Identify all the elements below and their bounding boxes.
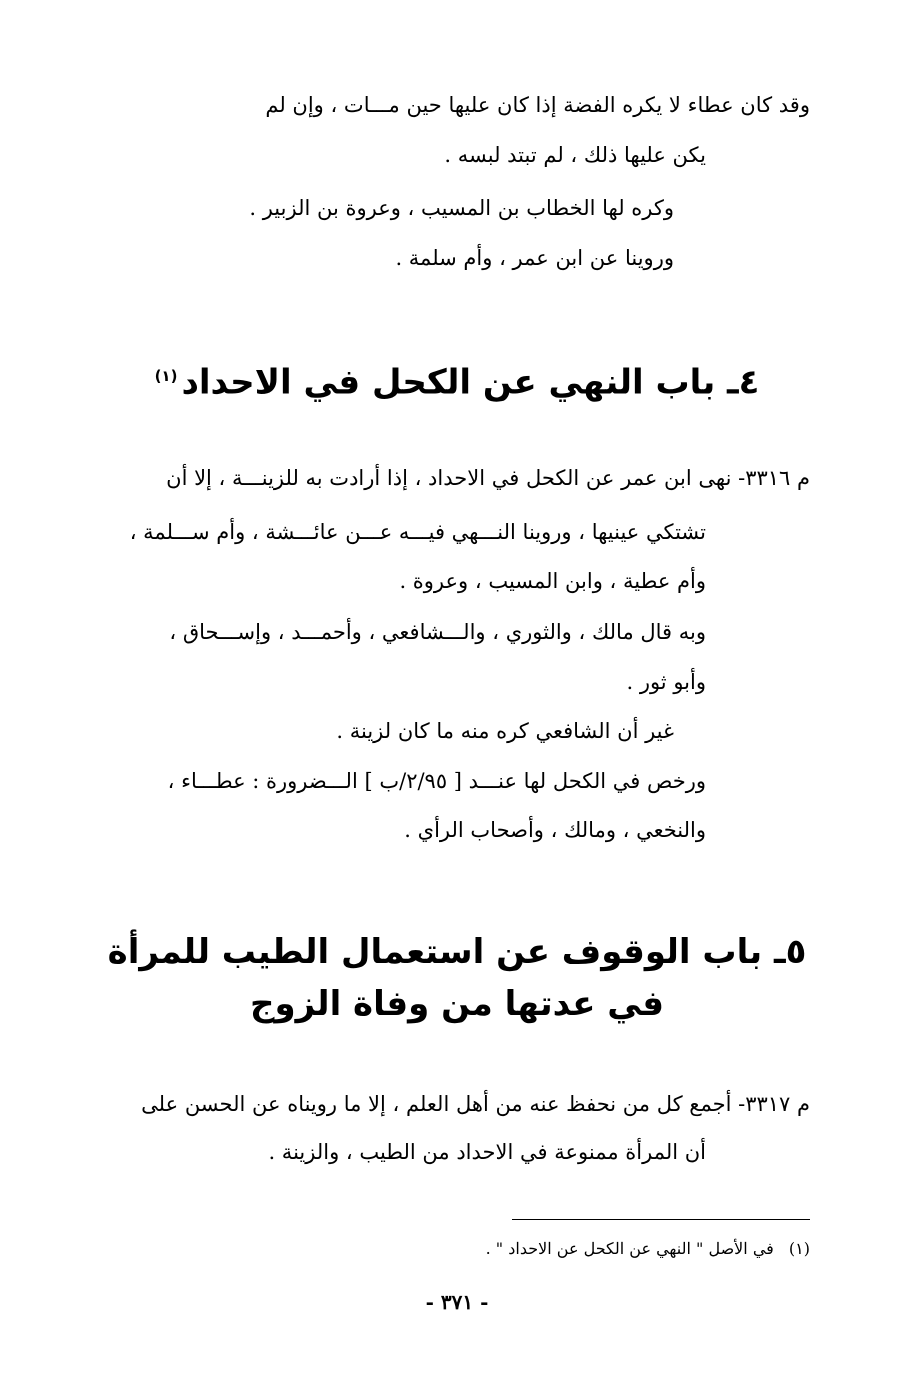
footnote-separator — [512, 1219, 810, 1220]
footnote-marker: (١) — [788, 1239, 810, 1258]
intro-line-4: وروينا عن ابن عمر ، وأم سلمة . — [395, 246, 674, 270]
para-3317-line-2: أن المرأة ممنوعة في الاحداد من الطيب ، والزينة . — [268, 1140, 706, 1164]
section-5-heading-line-2: في عدتها من وفاة الزوج — [250, 984, 664, 1024]
para-3316-line-5: وأبو ثور . — [626, 670, 706, 694]
footnote — [486, 1238, 810, 1260]
para-3316-line-1: م ٣٣١٦- نهى ابن عمر عن الكحل في الاحداد ، إذا أرادت به للزينـــة ، إلا أن — [166, 466, 810, 490]
para-3316-line-6: غير أن الشافعي كره منه ما كان لزينة . — [336, 719, 674, 743]
intro-line-2: يكن عليها ذلك ، لم تبتد لبسه . — [444, 143, 706, 167]
para-3316-line-2: تشتكي عينيها ، وروينا النـــهي فيـــه عـــن عائـــشة ، وأم ســـلمة ، — [129, 520, 706, 544]
section-4-heading-text: ٤ـ باب النهي عن الكحل في الاحداد — [181, 362, 760, 403]
para-3316-line-4: وبه قال مالك ، والثوري ، والـــشافعي ، وأحمـــد ، وإســـحاق ، — [169, 620, 706, 644]
para-3316-line-3: وأم عطية ، وابن المسيب ، وعروة . — [399, 569, 706, 593]
page-number: - ٣٧١ - — [425, 1290, 489, 1314]
para-3317-line-1: م ٣٣١٧- أجمع كل من نحفظ عنه من أهل العلم ، إلا ما رويناه عن الحسن على — [141, 1092, 810, 1116]
para-3316-line-8: والنخعي ، ومالك ، وأصحاب الرأي . — [404, 818, 706, 842]
para-3316-line-7: ورخص في الكحل لها عنـــد [ ٢/٩٥/ب ] الـــضرورة : عطـــاء ، — [167, 769, 706, 793]
intro-line-1: وقد كان عطاء لا يكره الفضة إذا كان عليها حين مـــات ، وإن لم — [265, 93, 810, 117]
intro-line-3: وكره لها الخطاب بن المسيب ، وعروة بن الزبير . — [249, 196, 674, 220]
footnote-ref-marker: (١) — [154, 367, 178, 385]
footnote-text: في الأصل " النهي عن الكحل عن الاحداد " . — [485, 1239, 774, 1258]
section-5-heading-line-1: ٥ـ باب الوقوف عن استعمال الطيب للمرأة — [107, 932, 807, 972]
section-4-heading — [0, 352, 914, 406]
